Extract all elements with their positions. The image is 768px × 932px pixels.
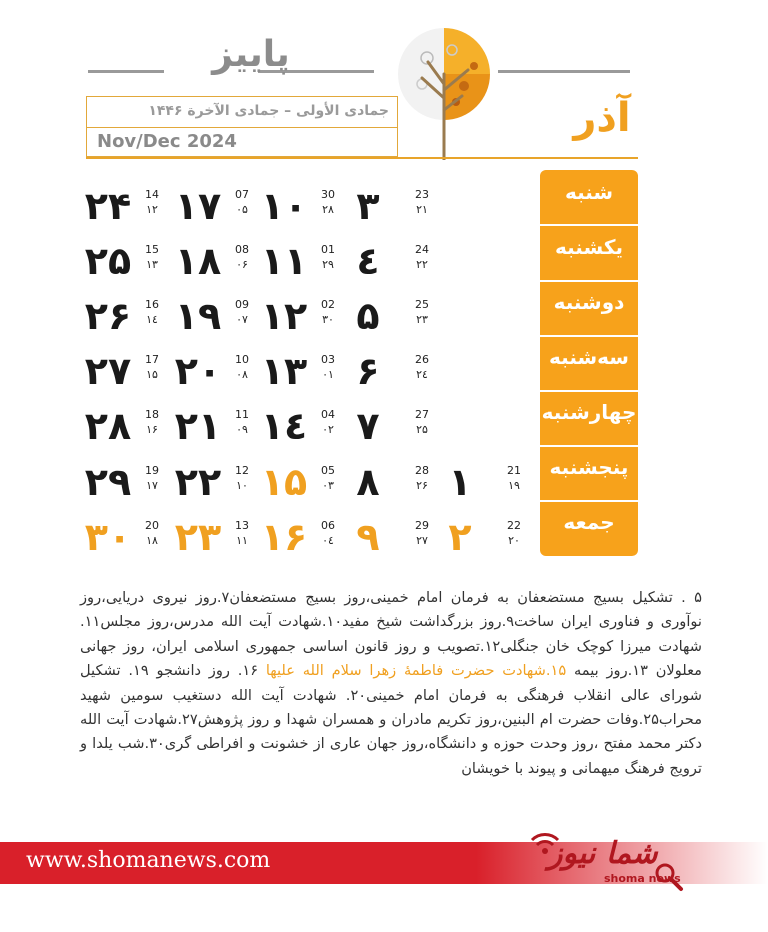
hijri-day: ۰۶	[236, 258, 248, 271]
day-number: ۲۸	[84, 404, 132, 448]
hijri-day: ۲۸	[322, 203, 334, 216]
weekday-separator	[540, 390, 638, 392]
hijri-day: ۲۵	[416, 423, 428, 436]
day-number: ۲	[448, 515, 472, 559]
hijri-day: ۰۳	[322, 479, 334, 492]
gregorian-day: 09	[235, 298, 249, 311]
gregorian-day: 17	[145, 353, 159, 366]
day-number: ۱۱	[260, 239, 308, 283]
weekday-label: سه‌شنبه	[549, 345, 629, 369]
day-number: ۲۲	[174, 460, 222, 504]
day-number: ۷	[356, 404, 380, 448]
gregorian-box	[86, 127, 398, 157]
hijri-day: ۲۷	[416, 534, 428, 547]
day-number: ۹	[356, 515, 380, 559]
day-number: ۱۵	[260, 460, 308, 504]
day-number: ۱۰	[260, 184, 308, 228]
day-number: ۱۲	[260, 294, 308, 338]
day-number: ۲۷	[84, 349, 132, 393]
weekday-separator	[540, 445, 638, 447]
hijri-day: ۱۰	[236, 479, 248, 492]
day-number: ۱	[448, 460, 472, 504]
gregorian-day: 10	[235, 353, 249, 366]
gregorian-day: 21	[507, 464, 521, 477]
hijri-day: ۱۹	[508, 479, 520, 492]
day-number: ۱۳	[260, 349, 308, 393]
hijri-day: ۲۶	[416, 479, 428, 492]
gregorian-day: 29	[415, 519, 429, 532]
events-text	[80, 586, 702, 781]
day-number: ۳	[356, 184, 380, 228]
hijri-day: ۱۸	[146, 534, 158, 547]
hijri-day: ۲۲	[416, 258, 428, 271]
hijri-day: ۱۵	[146, 368, 158, 381]
day-number: ۲۵	[84, 239, 132, 283]
gregorian-day: 11	[235, 408, 249, 421]
gregorian-day: 12	[235, 464, 249, 477]
weekday-label: چهارشنبه	[541, 400, 637, 424]
header-line-left	[88, 70, 164, 73]
weekday-separator	[540, 500, 638, 502]
header-underline	[86, 157, 638, 159]
gregorian-day: 07	[235, 188, 249, 201]
hijri-day: ۲۰	[508, 534, 520, 547]
gregorian-day: 18	[145, 408, 159, 421]
season-title: پاییز	[212, 34, 290, 75]
events-part2: ۱۶. روز دانشجو ۱۹. تشکیل شورای عالی انقلاب فرهنگی به فرمان امام خمینی۲۰. شهادت آیت الله دستغیب سومین شهید محراب۲۵.وفات حضرت ام البنین،روز تکریم مادران و همسران شهدا و روز پژوهش۲۷.شهادت آیت الله دکتر محمد مفتح ،روز وحدت حوزه و دانشگاه،روز جهان عاری از خشونت و افراطی گری۳۰.شب یلدا و ترویج فرهنگ میهمانی و پیوند با خویشان	[80, 662, 703, 777]
day-number: ۲۶	[84, 294, 132, 338]
events-part1: ۵ . تشکیل بسیج مستضعفان به فرمان امام خمینی،روز بسیج مستضعفان۷.روز نیروی دریایی،روز نوآوری و فناوری ایران ساخت۹.روز بزرگداشت شیخ مفید۱۰.شهادت آیت الله مدرس،روز مجلس۱۱. شهادت میرزا کوچک خان جنگلی۱۲.تصویب و روز قانون اساسی جمهوری اسلامی ایران، روز جهانی معلولان ۱۳.روز بیمه	[80, 589, 703, 680]
day-number: ۱۷	[174, 184, 222, 228]
hijri-day: ۱۱	[236, 534, 248, 547]
day-number: ۱۶	[260, 515, 308, 559]
gregorian-day: 23	[415, 188, 429, 201]
gregorian-day: 08	[235, 243, 249, 256]
gregorian-day: 16	[145, 298, 159, 311]
hijri-months: جمادی الأولی – جمادی الآخرة ۱۴۴۶	[148, 103, 389, 119]
month-title: آذر	[573, 95, 631, 141]
gregorian-day: 26	[415, 353, 429, 366]
day-number: ٤	[356, 239, 380, 283]
gregorian-day: 22	[507, 519, 521, 532]
hijri-day: ۰۵	[236, 203, 248, 216]
gregorian-day: 15	[145, 243, 159, 256]
day-number: ۲۰	[174, 349, 222, 393]
gregorian-day: 04	[321, 408, 335, 421]
weekday-label: شنبه	[564, 180, 614, 204]
gregorian-day: 20	[145, 519, 159, 532]
day-number: ۸	[356, 460, 380, 504]
gregorian-day: 02	[321, 298, 335, 311]
weekday-label: پنجشنبه	[549, 455, 629, 479]
weekday-column	[540, 170, 638, 556]
weekday-separator	[540, 224, 638, 226]
day-number: ۱۹	[174, 294, 222, 338]
hijri-box	[86, 96, 398, 128]
hijri-day: ۱۲	[146, 203, 158, 216]
hijri-day: ۰۸	[236, 368, 248, 381]
weekday-label: یکشنبه	[555, 235, 623, 259]
gregorian-day: 30	[321, 188, 335, 201]
hijri-day: ۰۷	[236, 313, 248, 326]
day-number: ۲۳	[174, 515, 222, 559]
footer-url[interactable]: www.shomanews.com	[26, 848, 271, 873]
gregorian-day: 19	[145, 464, 159, 477]
gregorian-day: 01	[321, 243, 335, 256]
gregorian-day: 14	[145, 188, 159, 201]
hijri-day: ۳۰	[322, 313, 334, 326]
weekday-label: جمعه	[563, 510, 615, 534]
hijri-day: ۰۲	[322, 423, 334, 436]
hijri-day: ۲۹	[322, 258, 334, 271]
gregorian-day: 24	[415, 243, 429, 256]
day-number: ۱٤	[260, 404, 308, 448]
gregorian-day: 13	[235, 519, 249, 532]
day-number: ۵	[356, 294, 380, 338]
autumn-tree-icon	[392, 18, 496, 160]
weekday-separator	[540, 280, 638, 282]
hijri-day: ۱٤	[146, 313, 158, 326]
hijri-day: ۰٤	[322, 534, 334, 547]
hijri-day: ۲٤	[416, 368, 428, 381]
shomanews-logo: شما نیوز	[548, 836, 658, 871]
hijri-day: ۲۱	[416, 203, 428, 216]
hijri-day: ۰۱	[322, 368, 334, 381]
hijri-day: ۱۳	[146, 258, 158, 271]
weekday-separator	[540, 335, 638, 337]
weekday-label: دوشنبه	[553, 290, 625, 314]
day-number: ۲۴	[84, 184, 132, 228]
gregorian-day: 05	[321, 464, 335, 477]
gregorian-day: 28	[415, 464, 429, 477]
hijri-day: ۱۶	[146, 423, 158, 436]
day-number: ۲۱	[174, 404, 222, 448]
gregorian-day: 27	[415, 408, 429, 421]
gregorian-day: 06	[321, 519, 335, 532]
events-highlight: ۱۵.شهادت حضرت فاطمهٔ زهرا سلام الله علیها	[265, 662, 567, 680]
hijri-day: ۱۷	[146, 479, 158, 492]
day-number: ۶	[356, 349, 380, 393]
day-number: ۲۹	[84, 460, 132, 504]
day-number: ۳۰	[84, 515, 132, 559]
shomanews-logo-subtitle: shoma news	[604, 872, 681, 885]
gregorian-day: 25	[415, 298, 429, 311]
header-line-right	[498, 70, 630, 73]
hijri-day: ۰۹	[236, 423, 248, 436]
hijri-day: ۲۳	[416, 313, 428, 326]
gregorian-months: Nov/Dec 2024	[97, 131, 237, 152]
day-number: ۱۸	[174, 239, 222, 283]
gregorian-day: 03	[321, 353, 335, 366]
